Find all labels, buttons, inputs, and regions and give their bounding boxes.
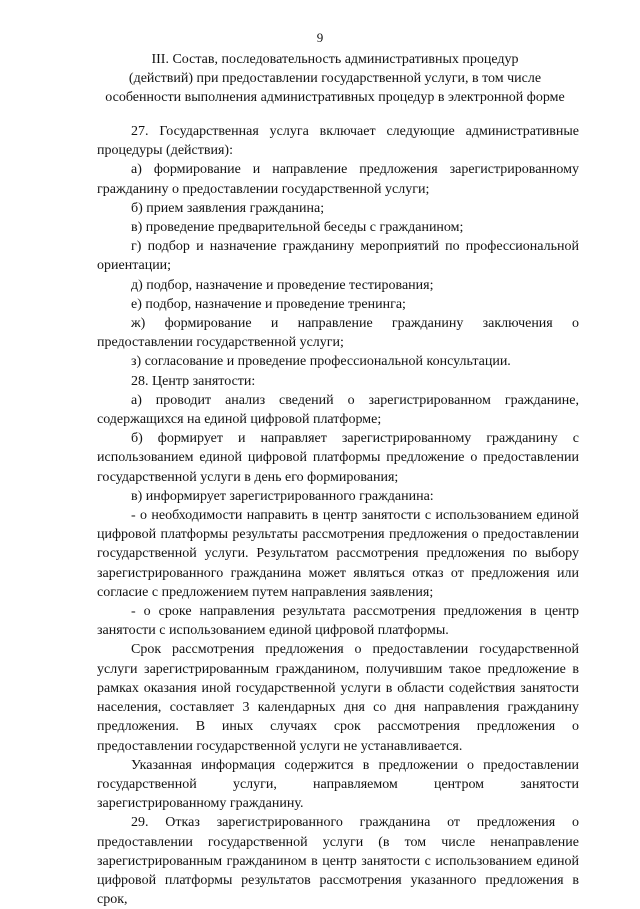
list-item-e: е) подбор, назначение и проведение тренинга; xyxy=(131,296,406,312)
page-number: 9 xyxy=(316,30,324,45)
list-item-v: в) проведение предварительной беседы с гражданином; xyxy=(131,220,464,236)
document-body xyxy=(97,122,579,909)
list-item-28v: в) информирует зарегистрированного гражданина: xyxy=(131,488,434,504)
list-item-28a: а) проводит анализ сведений о зарегистрированном гражданине, содержащихся на единой цифровой платформе; xyxy=(97,392,579,428)
heading-line: III. Состав, последовательность административных процедур xyxy=(151,52,519,67)
heading-line: особенности выполнения административных процедур в электронной форме xyxy=(105,90,565,105)
dash-item-deadline: - о сроке направления результата рассмотрения предложения в центр занятости с использованием единой цифровой платформы. xyxy=(97,604,579,639)
list-item-a: а) формирование и направление предложения зарегистрированному гражданину о предоставлении государственной услуги; xyxy=(97,162,579,197)
dash-item-necessity: - о необходимости направить в центр занятости с использованием единой цифровой платформы результаты рассмотрения предложения о предоставлении государственной услуги. Результатом рассмотрения предложения по выбору зарегистрированного гражданина может являться отказ от предложения или согласие с предложением путем направления заявления; xyxy=(97,508,579,600)
paragraph-info: Указанная информация содержится в предложении о предоставлении государственной услуги, направляемом центром занятости зарегистрированному гражданину. xyxy=(97,757,579,812)
list-item-28b: б) формирует и направляет зарегистрированному гражданину с использованием единой цифровой платформы предложение о предоставлении государственной услуги в день его формирования; xyxy=(97,431,579,485)
list-item-z: з) согласование и проведение профессиональной консультации. xyxy=(131,354,511,370)
section-heading xyxy=(70,50,600,107)
list-item-b: б) прием заявления гражданина; xyxy=(131,200,325,216)
heading-line: (действий) при предоставлении государственной услуги, в том числе xyxy=(128,71,542,86)
paragraph-28: 28. Центр занятости: xyxy=(131,373,256,389)
paragraph-29: 29. Отказ зарегистрированного гражданина от предложения о предоставлении государственной услуги (в том числе ненаправление зарегистрированным гражданином в центр занятости с использованием единой цифровой платформы результатов рассмотрения указанного предложения в срок, xyxy=(97,815,579,908)
paragraph-27: 27. Государственная услуга включает следующие административные процедуры (действия): xyxy=(97,124,579,159)
list-item-d: д) подбор, назначение и проведение тестирования; xyxy=(131,277,434,293)
list-item-g: г) подбор и назначение гражданину мероприятий по профессиональной ориентации; xyxy=(97,239,579,274)
list-item-zh: ж) формирование и направление гражданину заключения о предоставлении государственной услуги; xyxy=(97,316,579,351)
paragraph-review-term: Срок рассмотрения предложения о предоставлении государственной услуги зарегистрированным гражданином, получившим такое предложение в рамках оказания иной государственной услуги в области содействия занятости населения, составляет 3 календарных дня со дня направления гражданину предложения. В иных случаях срок рассмотрения предложения о предоставлении государственной услуги не устанавливается. xyxy=(97,642,579,754)
